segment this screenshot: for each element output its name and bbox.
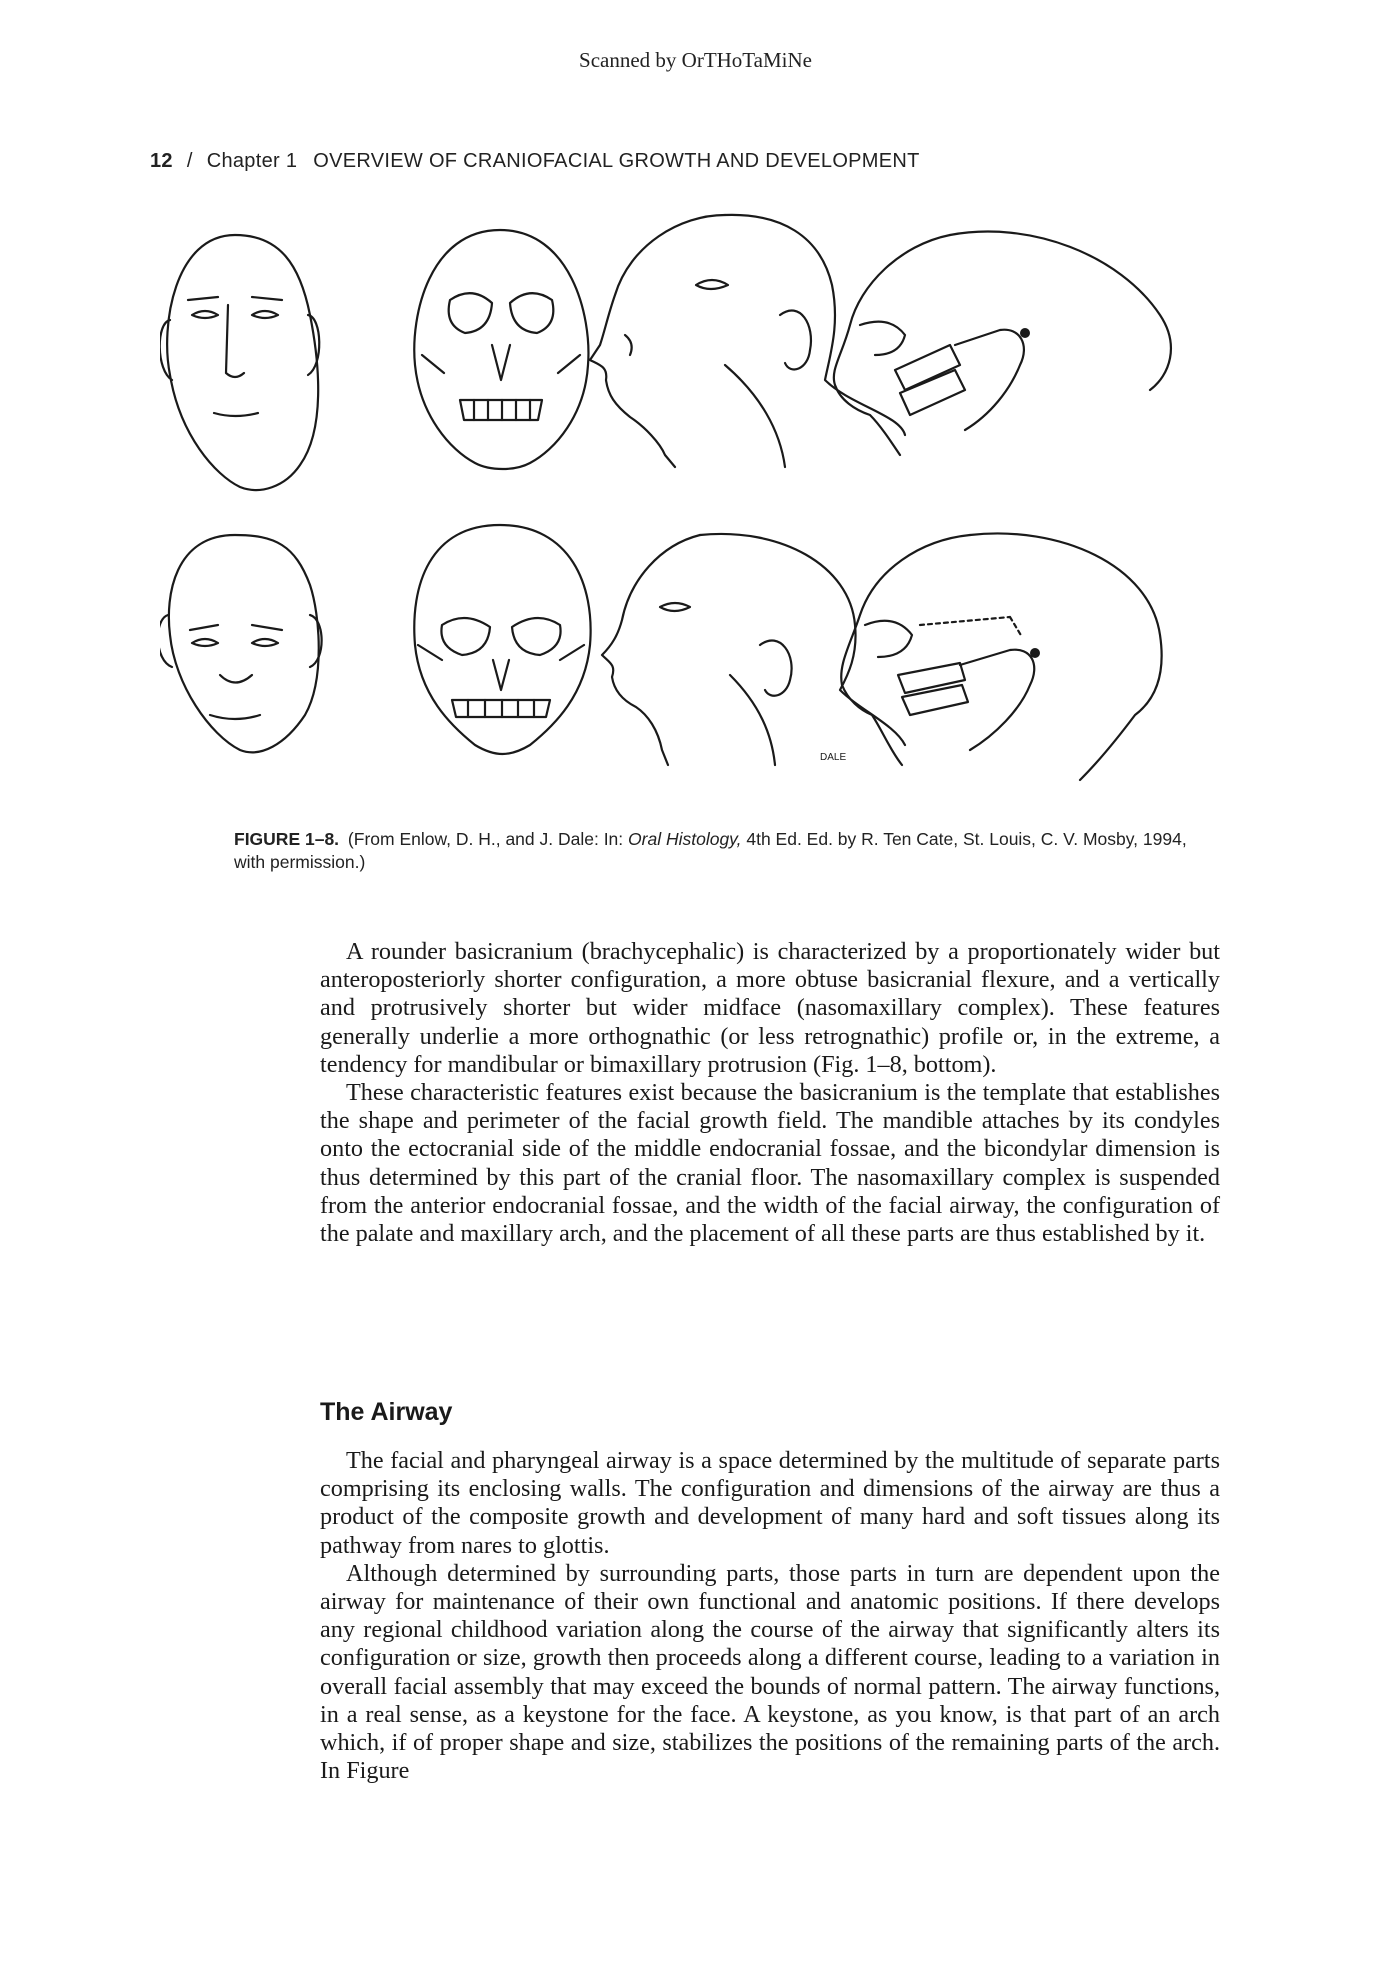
scan-watermark-text: Scanned by OrTHoTaMiNe bbox=[579, 48, 812, 72]
long-skull-profile-illustration bbox=[834, 232, 1171, 455]
chapter-title: OVERVIEW OF CRANIOFACIAL GROWTH AND DEVELOPMENT bbox=[313, 150, 920, 172]
paragraph: Although determined by surrounding parts, those parts in turn are dependent upon the airway for maintenance of their own functional and anatomic positions. If there develops any regional childhood variation along the course of the airway that significantly alters its configuration or size, growth then proceeds along a different course, leading to a variation in overall facial assembly that may exceed the bounds of normal pattern. The airway functions, in a real sense, as a keystone for the face. A keystone, as you know, is that part of an arch which, if of proper shape and size, stabilizes the positions of the remaining parts of the arch. In Figure bbox=[320, 1559, 1220, 1785]
caption-text-after: 4th Ed. Ed. by R. Ten Cate, St. Louis, C. V. Mosby, 1994, with permission.) bbox=[234, 829, 1187, 872]
section-heading: The Airway bbox=[320, 1398, 453, 1426]
round-skull-frontal-illustration bbox=[414, 525, 590, 754]
illustrator-signature: DALE bbox=[820, 752, 847, 763]
round-skull-profile-illustration bbox=[841, 533, 1161, 780]
body-section-airway bbox=[320, 1447, 1220, 1785]
figure-1-8 bbox=[160, 205, 1220, 825]
long-skull-frontal-illustration bbox=[414, 230, 588, 469]
figure-label: FIGURE 1–8. bbox=[234, 829, 340, 849]
long-face-profile-illustration bbox=[590, 215, 905, 467]
head-illustrations bbox=[160, 205, 1220, 825]
round-face-profile-illustration bbox=[602, 534, 905, 765]
paragraph: A rounder basicranium (brachycephalic) is characterized by a proportionately wider but anteroposteriorly shorter configuration, a more obtuse basicranial flexure, and a vertically and protrusively shorter but wider midface (nasomaxillary complex). These features generally underlie a more orthognathic (or less retrognathic) profile or, in the extreme, a tendency for mandibular or bimaxillary protrusion (Fig. 1–8, bottom). bbox=[320, 938, 1220, 1078]
round-face-frontal-illustration bbox=[160, 535, 322, 752]
running-head-separator: / bbox=[186, 150, 193, 172]
figure-caption bbox=[234, 828, 1194, 874]
paragraph: The facial and pharyngeal airway is a space determined by the multitude of separate parts comprising its enclosing walls. The configuration and dimensions of the airway are thus a product of the composite growth and development of many hard and soft tissues along its pathway from nares to glottis. bbox=[320, 1447, 1220, 1559]
body-section-basicranium bbox=[320, 938, 1220, 1248]
caption-text-before: (From Enlow, D. H., and J. Dale: In: bbox=[347, 829, 629, 849]
long-face-frontal-illustration bbox=[160, 235, 319, 490]
running-head bbox=[150, 150, 920, 173]
page-number: 12 bbox=[150, 150, 173, 172]
chapter-label: Chapter 1 bbox=[206, 150, 298, 172]
caption-italic-title: Oral Histology, bbox=[628, 829, 742, 849]
paragraph: These characteristic features exist because the basicranium is the template that establishes the shape and perimeter of the facial growth field. The mandible attaches by its condyles onto the ectocranial side of the middle endocranial fossae, and the bicondylar dimension is thus determined by this part of the cranial floor. The nasomaxillary complex is suspended from the anterior endocranial fossae, and the width of the facial airway, the configuration of the palate and maxillary arch, and the placement of all these parts are thus established by it. bbox=[320, 1079, 1220, 1248]
